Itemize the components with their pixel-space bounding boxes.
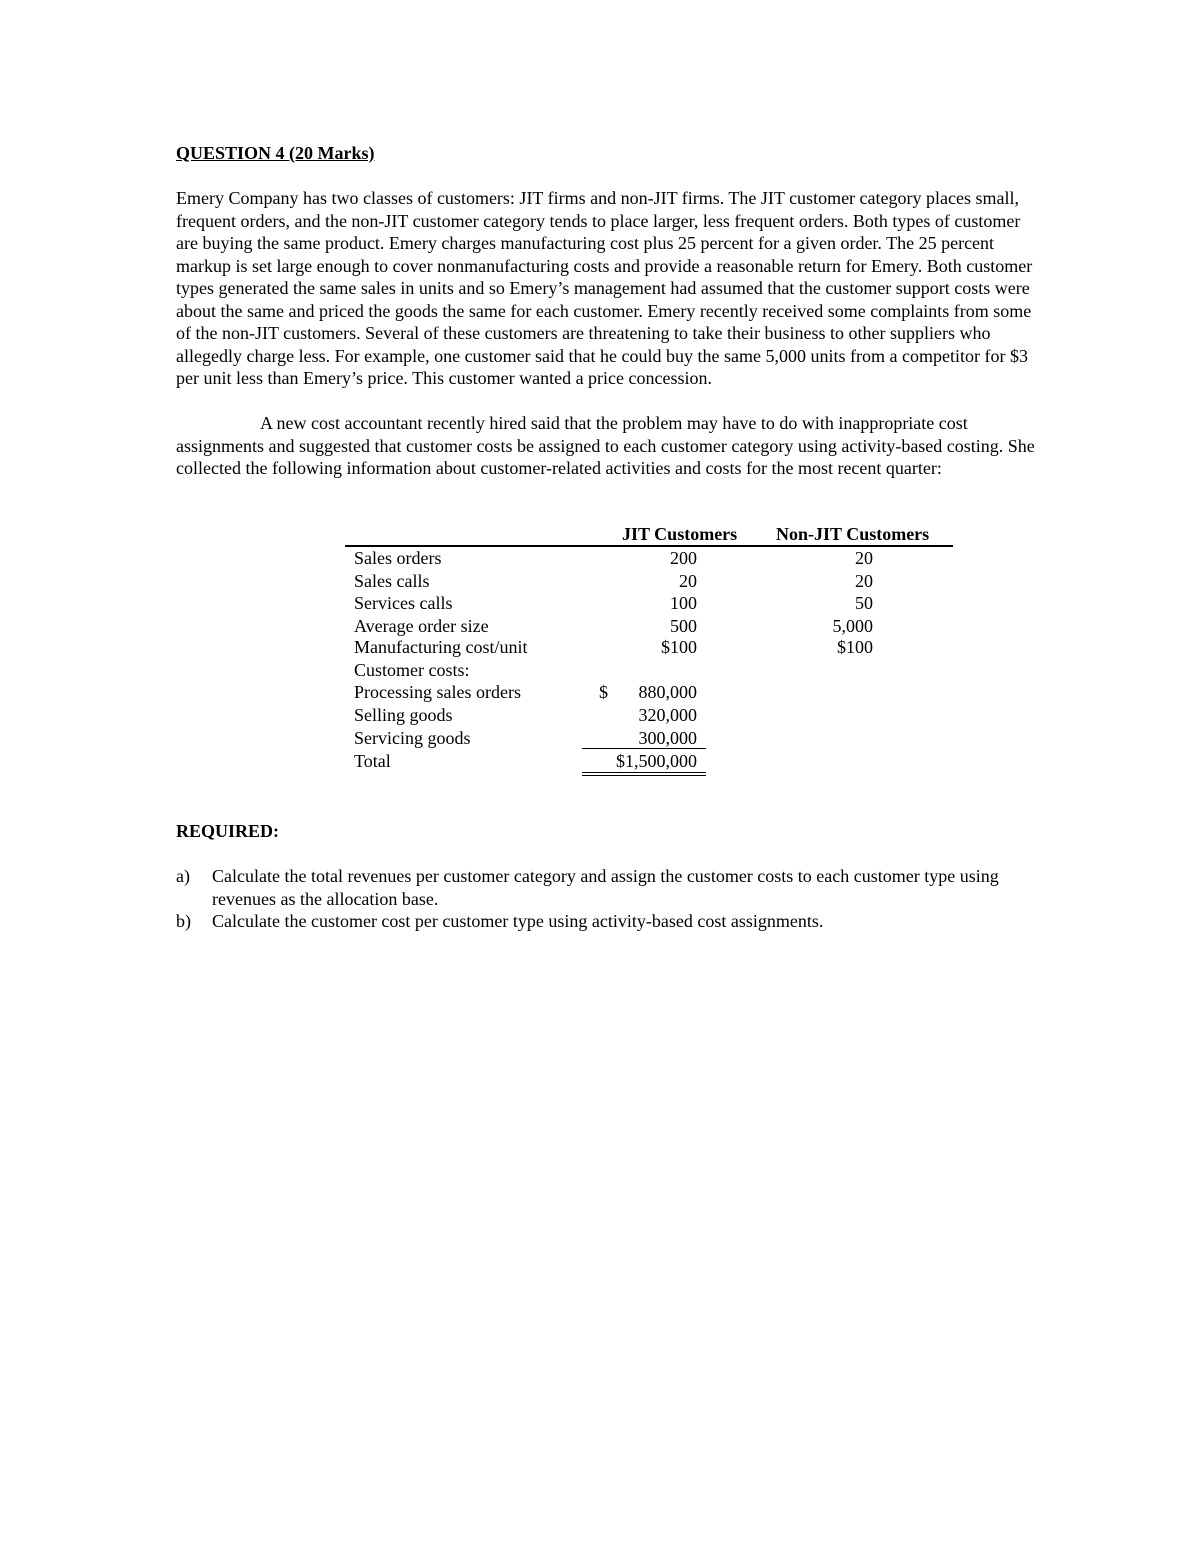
non-jit-value: 5,000	[832, 616, 873, 636]
row-label: Sales orders	[354, 548, 442, 568]
non-jit-value: $100	[837, 637, 873, 657]
non-jit-value: 20	[855, 571, 873, 591]
jit-value: 300,000	[638, 728, 697, 748]
row-label: Manufacturing cost/unit	[354, 637, 528, 657]
jit-value: $100	[661, 637, 697, 657]
required-item-text: Calculate the customer cost per customer type using activity-based cost assignments.	[212, 911, 824, 931]
row-label: Servicing goods	[354, 728, 471, 748]
row-label: Customer costs:	[354, 660, 470, 680]
required-heading: REQUIRED:	[176, 821, 280, 841]
total-double-rule	[582, 775, 706, 776]
subtotal-rule	[582, 748, 706, 749]
column-header-jit: JIT Customers	[622, 524, 738, 544]
total-double-rule	[582, 772, 706, 773]
non-jit-value: 20	[855, 548, 873, 568]
required-item-marker: a)	[176, 866, 190, 886]
non-jit-value: 50	[855, 593, 873, 613]
jit-value: 880,000	[638, 682, 697, 702]
row-label: Sales calls	[354, 571, 430, 591]
jit-value: 500	[670, 616, 697, 636]
required-item-marker: b)	[176, 911, 191, 931]
row-label: Services calls	[354, 593, 453, 613]
jit-value: 320,000	[638, 705, 697, 725]
row-label: Total	[354, 751, 391, 771]
dollar-sign: $	[599, 682, 608, 702]
jit-value: 100	[670, 593, 697, 613]
accountant-paragraph: A new cost accountant recently hired said that the problem may have to do with inappropriate cost assignments and suggested that customer costs be assigned to each customer category using activity-based costing. She collected the following information about customer-related activities and costs for the most recent quarter:	[176, 413, 1035, 478]
jit-value: 200	[670, 548, 697, 568]
required-item-text: Calculate the total revenues per customer category and assign the customer costs to each customer type using revenues as the allocation base.	[212, 866, 999, 909]
intro-paragraph: Emery Company has two classes of customers: JIT firms and non-JIT firms. The JIT customer category places small, frequent orders, and the non-JIT customer category tends to place larger, less frequent orders. Both types of customer are buying the same product. Emery charges manufacturing cost plus 25 percent for a given order. The 25 percent markup is set large enough to cover nonmanufacturing costs and provide a reasonable return for Emery. Both customer types generated the same sales in units and so Emery’s management had assumed that the customer support costs were about the same and priced the goods the same for each customer. Emery recently received some complaints from some of the non-JIT customers. Several of these customers are threatening to take their business to other suppliers who allegedly charge less. For example, one customer said that he could buy the same 5,000 units from a competitor for $3 per unit less than Emery’s price. This customer wanted a price concession.	[176, 188, 1033, 388]
row-label: Selling goods	[354, 705, 453, 725]
row-label: Average order size	[354, 616, 489, 636]
row-label: Processing sales orders	[354, 682, 521, 702]
jit-value: $1,500,000	[616, 751, 697, 771]
column-header-non-jit: Non-JIT Customers	[776, 524, 930, 544]
jit-value: 20	[679, 571, 697, 591]
question-heading: QUESTION 4 (20 Marks)	[176, 143, 375, 163]
